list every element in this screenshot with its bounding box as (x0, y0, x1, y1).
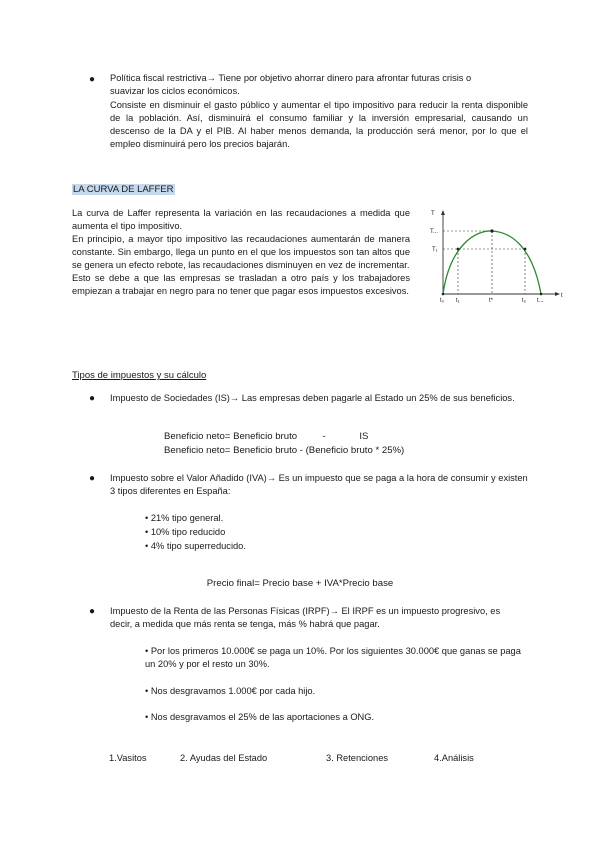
t1-label: T₁ (432, 247, 438, 253)
politica-line1: Política fiscal restrictiva→ Tiene por objetivo ahorrar dinero para afrontar futuras crisis o (110, 73, 472, 83)
y-axis-label: T (431, 211, 435, 217)
laffer-curve-graph (428, 200, 568, 304)
tipos-heading-text: Tipos de impuestos y su cálculo (72, 370, 207, 381)
laffer-heading (72, 179, 175, 197)
laffer-para1: La curva de Laffer representa la variación en las recaudaciones a medida que aumenta el tipo impositivo. (72, 208, 410, 231)
is-formula-1-left: Beneficio neto= Beneficio bruto (164, 431, 298, 442)
tmax-label: T... (430, 229, 439, 235)
t1-point-left (457, 248, 460, 251)
x-axis-arrow (555, 292, 560, 296)
max-point (490, 229, 493, 232)
laffer-heading-text: LA CURVA DE LAFFER (73, 184, 174, 195)
x-label-tmax: t... (537, 298, 544, 304)
bullet-is: ● (89, 393, 96, 404)
politica-paragraph: Consiste en disminuir el gasto público y aumentar el tipo impositivo para reducir la renta disponible de la población. Así, disminuirá el consumo familiar y la inversión empresarial, causando un descenso de la DA y el PIB. Al haber menos demanda, la producción será menor, por lo que el empleo disminuirá pero los precios bajarán. (110, 100, 528, 149)
iva-formula: Precio final= Precio base + IVA*Precio base (206, 578, 394, 589)
irpf-item-2: • Nos desgravamos 1.000€ por cada hijo. (145, 686, 316, 696)
footer-item-3: 3. Retenciones (326, 753, 389, 763)
tmax-point (540, 293, 543, 296)
is-formula-1-right: IS (359, 431, 369, 442)
laffer-para2: En principio, a mayor tipo impositivo las recaudaciones aumentarán de manera constante. Sin embargo, llega un punto en el que los impuestos son tan altos que se genera un efecto rebote, las recaudaciones disminuyen en vez de incrementar. (72, 234, 410, 270)
is-formula-1 (164, 430, 368, 444)
footer-item-1: 1.Vasitos (109, 753, 147, 763)
x-label-tstar: t* (489, 298, 494, 304)
iva-text: Impuesto sobre el Valor Añadido (IVA)→ Es un impuesto que se paga a la hora de consumir y existen 3 tipos diferentes en España: (110, 473, 528, 496)
irpf-text: Impuesto de la Renta de las Personas Físicas (IRPF)→ El IRPF es un impuesto progresivo, es decir, a medida que más renta se tenga, más % habrá que pagar. (110, 606, 501, 629)
t1-point-right (524, 248, 527, 251)
iva-type-general: • 21% tipo general. (145, 513, 224, 523)
iva-type-superreducido: • 4% tipo superreducido. (145, 541, 246, 551)
irpf-item-3: • Nos desgravamos el 25% de las aportaciones a ONG. (145, 712, 375, 722)
is-text: Impuesto de Sociedades (IS)→ Las empresas deben pagarle al Estado un 25% de sus beneficios. (110, 393, 515, 403)
origin-label: t₀ (440, 298, 445, 304)
iva-type-reducido: • 10% tipo reducido (145, 527, 226, 537)
tipos-heading (72, 365, 206, 383)
iva-types-list (145, 511, 246, 553)
origin-point (442, 293, 445, 296)
is-formula-2: Beneficio neto= Beneficio bruto - (Beneficio bruto * 25%) (164, 445, 405, 456)
bullet-irpf: ● (89, 606, 96, 617)
laffer-text (72, 207, 410, 298)
y-axis-arrow (441, 210, 445, 215)
footer-item-4: 4.Análisis (434, 753, 474, 763)
bullet-iva: ● (89, 473, 96, 484)
politica-line2: suavizar los ciclos económicos. (110, 86, 240, 96)
bullet-politica: ● (89, 74, 96, 85)
irpf-item-1: • Por los primeros 10.000€ se paga un 10%. Por los siguientes 30.000€ que ganas se paga un 20% y por el resto un 30%. (145, 646, 521, 669)
footer-item-2: 2. Ayudas del Estado (180, 753, 268, 763)
is-formula-1-minus: - (322, 431, 326, 442)
x-axis-label: t (561, 293, 563, 299)
x-label-t1: t₁ (456, 298, 460, 304)
x-label-t2: t₂ (522, 298, 526, 304)
laffer-para3: Esto se debe a que las empresas se trasladan a otro país y los trabajadores empiezan a trabajar en negro para no tener que pagar esos impuestos excesivos. (72, 273, 410, 296)
